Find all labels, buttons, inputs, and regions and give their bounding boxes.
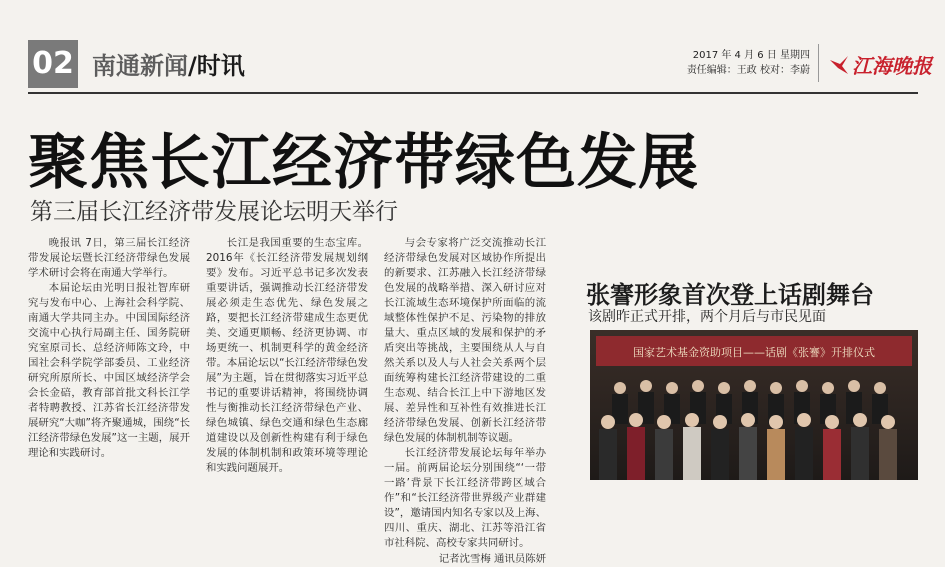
article-headline: 聚焦长江经济带绿色发展	[28, 128, 699, 198]
section-slash: /	[188, 52, 197, 80]
header-meta	[660, 48, 810, 78]
newspaper-logo: 江海晚报	[852, 54, 932, 78]
header-rule	[28, 92, 918, 94]
article-column-3	[384, 236, 546, 565]
article-paragraph: 长江经济带发展论坛每年举办一届。前两届论坛分别围绕“‘一带一路’背景下长江经济带跨区域合作”和“长江经济带世界级产业群建设”，邀请国内知名专家以及上海、四川、重庆、湖北、江苏等沿江省市社科院、高校专家共同研讨。	[384, 447, 546, 549]
issue-date: 2017 年 4 月 6 日 星期四	[692, 50, 810, 61]
article-subheadline: 第三届长江经济带发展论坛明天举行	[30, 199, 398, 225]
article-column-1	[28, 236, 190, 480]
page-header	[28, 40, 932, 90]
section-title	[92, 46, 245, 81]
section-name: 南通新闻	[92, 52, 188, 80]
article-paragraph: 本届论坛由光明日报社智库研究与发布中心、上海社会科学院、南通大学共同主办。中国国际经济交流中心执行局副主任、国务院研究室原司长、总经济师陈文玲，中国社会科学院学部委员、工业经济研究所原所长、中国区域经济学会会长金碚，教育部首批文科长江学者特聘教授、江苏省长江经济带发展研究“大咖”将齐聚通城，围绕“长江经济带绿色发展”这一主题，展开理论和实践研讨。	[28, 282, 190, 459]
editors-credit: 责任编辑：王政 校对：李蔚	[686, 65, 810, 76]
header-divider	[818, 44, 819, 82]
photo-people	[599, 380, 897, 480]
group-photo-image	[590, 330, 918, 480]
page-number: 02	[28, 40, 78, 88]
article-byline: 记者沈雪梅 通讯员陈妍	[438, 553, 546, 565]
article-paragraph: 长江是我国重要的生态宝库。2016年《长江经济带发展规划纲要》发布。习近平总书记多次发表重要讲话，强调推动长江经济带发展必须走生态优先、绿色发展之路，要把长江经济带建成生态更优美、交通更顺畅、经济更协调、市场更统一、机制更科学的黄金经济带。本届论坛以“长江经济带绿色发展”为主题，旨在贯彻落实习近平总书记的重要讲话精神，将围绕协调性与衡推动长江经济带绿色产业、绿色城镇、绿色交通和绿色生态廊道建设以及创新性构建有利于绿色发展的体制机制和政策环境等理论和实践问题展开。	[206, 237, 368, 474]
logo-emblem-icon	[828, 54, 850, 76]
side-story-photo	[590, 330, 918, 480]
photo-banner: 国家艺术基金资助项目——话剧《张謇》开排仪式	[633, 346, 875, 359]
side-story-title: 张謇形象首次登上话剧舞台	[586, 281, 874, 309]
article-column-2	[206, 236, 368, 480]
side-story-subtitle: 该剧昨正式开排，两个月后与市民见面	[588, 309, 826, 325]
article-paragraph: 晚报讯 7日，第三届长江经济带发展论坛暨长江经济带绿色发展学术研讨会将在南通大学举行。	[28, 237, 190, 279]
article-paragraph: 与会专家将广泛交流推动长江经济带绿色发展对区域协作所提出的新要求、江苏融入长江经济带绿色发展的战略举措、深入研讨应对长江流域生态环境保护所面临的流域整体性保护不足、污染物的排放量大、重点区域的发展和保护的矛盾突出等挑战，主要围绕从人与自然关系以及人与人社会关系两个层面统筹构建长江经济带建设的二重生态观、结合长江上中下游地区发展、差异性和互补性有效推进长江经济带绿色发展、创新长江经济带绿色发展的体制机制等议题。	[384, 237, 546, 444]
section-suffix: 时讯	[196, 52, 245, 80]
